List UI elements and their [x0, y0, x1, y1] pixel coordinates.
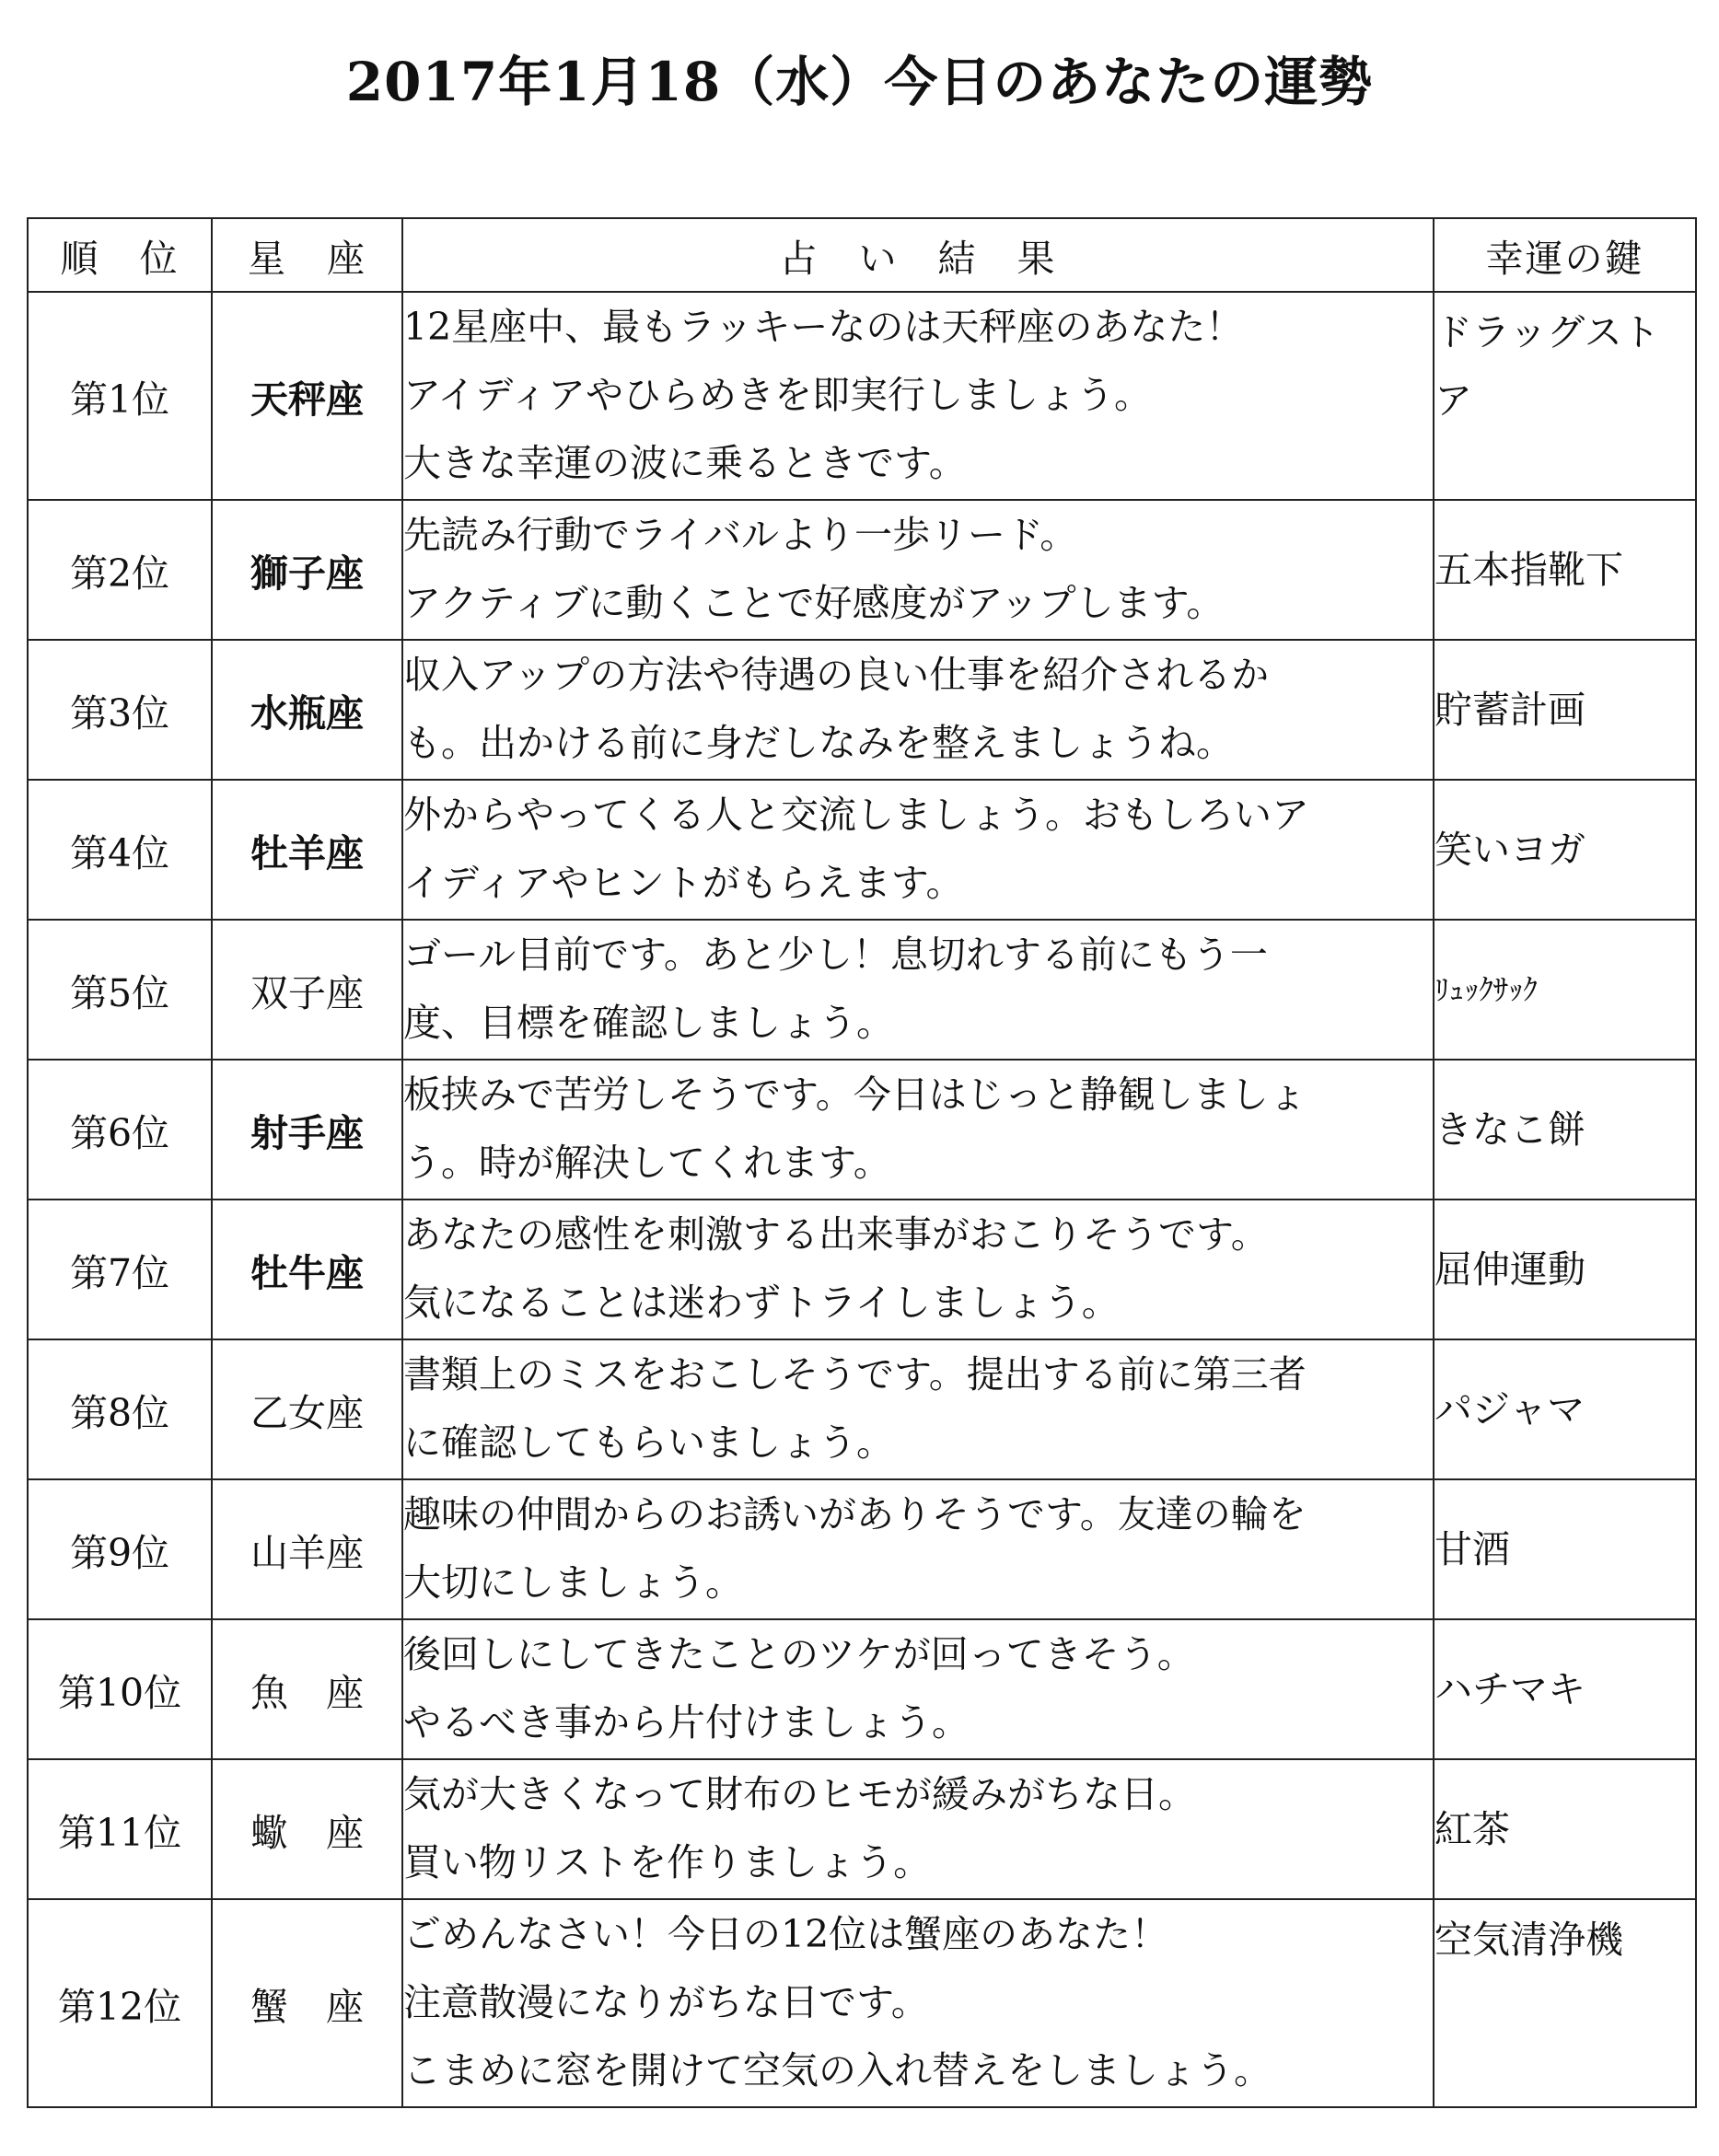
fortune-result-line: も。出かける前に身だしなみを整えましょうね。: [403, 721, 1234, 765]
fortune-result-line: に確認してもらいましょう。: [403, 1420, 894, 1465]
fortune-result-line: 度、目標を確認しましょう。: [403, 1001, 894, 1045]
rank-cell: 第3位: [28, 640, 212, 780]
fortune-result-cell: [402, 1200, 1434, 1339]
lucky-key-cell: 五本指靴下: [1434, 500, 1696, 640]
fortune-result-cell: [402, 1899, 1434, 2107]
lucky-key-cell: 甘酒: [1434, 1479, 1696, 1619]
lucky-key-cell: 空気清浄機: [1434, 1899, 1696, 2107]
header-rank: 順 位: [28, 218, 212, 292]
rank-cell: 第7位: [28, 1200, 212, 1339]
rank-cell: 第6位: [28, 1060, 212, 1200]
fortune-result-line: 後回しにしてきたことのツケが回ってきそう。: [403, 1632, 1195, 1676]
fortune-result-line: 気が大きくなって財布のヒモが緩みがちな日。: [403, 1772, 1196, 1816]
rank-cell: 第1位: [28, 292, 212, 500]
fortune-result-cell: [402, 1619, 1434, 1759]
zodiac-sign-cell: 蟹 座: [212, 1899, 402, 2107]
rank-cell: 第2位: [28, 500, 212, 640]
fortune-result-line: 12星座中、最もラッキーなのは天秤座のあなた！: [403, 305, 1244, 349]
rank-cell: 第10位: [28, 1619, 212, 1759]
zodiac-sign-cell: 牡羊座: [212, 780, 402, 920]
fortune-ranking-table: [27, 217, 1697, 2108]
rank-cell: 第8位: [28, 1339, 212, 1479]
fortune-result-cell: [402, 1479, 1434, 1619]
fortune-result-line: アイディアやひらめきを即実行しましょう。: [403, 373, 1153, 417]
fortune-result-cell: [402, 640, 1434, 780]
fortune-result-cell: [402, 1060, 1434, 1200]
header-result: 占 い 結 果: [402, 218, 1434, 292]
lucky-key-cell: きなこ餅: [1434, 1060, 1696, 1200]
table-row: [28, 500, 1696, 640]
lucky-key-cell: ドラッグストア: [1434, 292, 1696, 500]
table-header-row: [28, 218, 1696, 292]
fortune-result-line: イディアやヒントがもらえます。: [403, 861, 964, 905]
fortune-result-line: 気になることは迷わずトライしましょう。: [403, 1281, 1120, 1325]
page-title: 2017年1月18（水）今日のあなたの運勢: [345, 51, 1374, 113]
fortune-result-line: 趣味の仲間からのお誘いがありそうです。友達の輪を: [403, 1492, 1307, 1536]
table-row: [28, 1899, 1696, 2107]
fortune-result-line: 収入アップの方法や待遇の良い仕事を紹介されるか: [403, 653, 1270, 697]
fortune-result-cell: [402, 1759, 1434, 1899]
lucky-key-cell: 貯蓄計画: [1434, 640, 1696, 780]
table-row: [28, 640, 1696, 780]
lucky-key-cell: 屈伸運動: [1434, 1200, 1696, 1339]
table-row: [28, 1339, 1696, 1479]
fortune-result-line: ゴール目前です。あと少し！息切れする前にもう一: [403, 933, 1268, 977]
table-row: [28, 292, 1696, 500]
fortune-result-line: 買い物リストを作りましょう。: [403, 1840, 932, 1884]
fortune-result-line: アクティブに動くことで好感度がアップします。: [403, 581, 1225, 625]
fortune-result-cell: [402, 1339, 1434, 1479]
table-row: [28, 1200, 1696, 1339]
fortune-result-line: 板挟みで苦労しそうです。今日はじっと静観しましょ: [403, 1072, 1307, 1117]
table-row: [28, 780, 1696, 920]
lucky-key-cell: パジャマ: [1434, 1339, 1696, 1479]
fortune-result-line: 注意散漫になりがちな日です。: [403, 1980, 929, 2024]
zodiac-sign-cell: 双子座: [212, 920, 402, 1060]
fortune-result-line: ごめんなさい！今日の12位は蟹座のあなた！: [403, 1912, 1169, 1956]
lucky-key-cell: ﾘｭｯｸｻｯｸ: [1434, 920, 1696, 1060]
table-row: [28, 1759, 1696, 1899]
table-body: [28, 292, 1696, 2107]
table-row: [28, 1479, 1696, 1619]
lucky-key-cell: 紅茶: [1434, 1759, 1696, 1899]
table-row: [28, 1060, 1696, 1200]
header-sign: 星 座: [212, 218, 402, 292]
rank-cell: 第11位: [28, 1759, 212, 1899]
fortune-result-line: 大切にしましょう。: [403, 1560, 743, 1605]
fortune-result-line: う。時が解決してくれます。: [403, 1141, 891, 1185]
rank-cell: 第9位: [28, 1479, 212, 1619]
zodiac-sign-cell: 射手座: [212, 1060, 402, 1200]
rank-cell: 第12位: [28, 1899, 212, 2107]
table-row: [28, 1619, 1696, 1759]
zodiac-sign-cell: 天秤座: [212, 292, 402, 500]
rank-cell: 第4位: [28, 780, 212, 920]
fortune-result-cell: [402, 780, 1434, 920]
fortune-result-cell: [402, 292, 1434, 500]
fortune-result-line: 先読み行動でライバルより一歩リード。: [403, 513, 1078, 557]
fortune-result-line: 外からやってくる人と交流しましょう。おもしろいア: [403, 793, 1309, 837]
fortune-result-cell: [402, 920, 1434, 1060]
zodiac-sign-cell: 魚 座: [212, 1619, 402, 1759]
zodiac-sign-cell: 山羊座: [212, 1479, 402, 1619]
zodiac-sign-cell: 蠍 座: [212, 1759, 402, 1899]
zodiac-sign-cell: 牡牛座: [212, 1200, 402, 1339]
fortune-result-line: こまめに窓を開けて空気の入れ替えをしましょう。: [403, 2048, 1272, 2092]
fortune-result-cell: [402, 500, 1434, 640]
zodiac-sign-cell: 獅子座: [212, 500, 402, 640]
lucky-key-cell: 笑いヨガ: [1434, 780, 1696, 920]
table-row: [28, 920, 1696, 1060]
rank-cell: 第5位: [28, 920, 212, 1060]
fortune-result-line: 大きな幸運の波に乗るときです。: [403, 441, 967, 485]
zodiac-sign-cell: 乙女座: [212, 1339, 402, 1479]
zodiac-sign-cell: 水瓶座: [212, 640, 402, 780]
header-lucky-key: 幸運の鍵: [1434, 218, 1696, 292]
lucky-key-cell: ハチマキ: [1434, 1619, 1696, 1759]
fortune-result-line: 書類上のミスをおこしそうです。提出する前に第三者: [403, 1352, 1307, 1397]
fortune-result-line: やるべき事から片付けましょう。: [403, 1700, 970, 1745]
fortune-result-line: あなたの感性を刺激する出来事がおこりそうです。: [403, 1212, 1269, 1257]
